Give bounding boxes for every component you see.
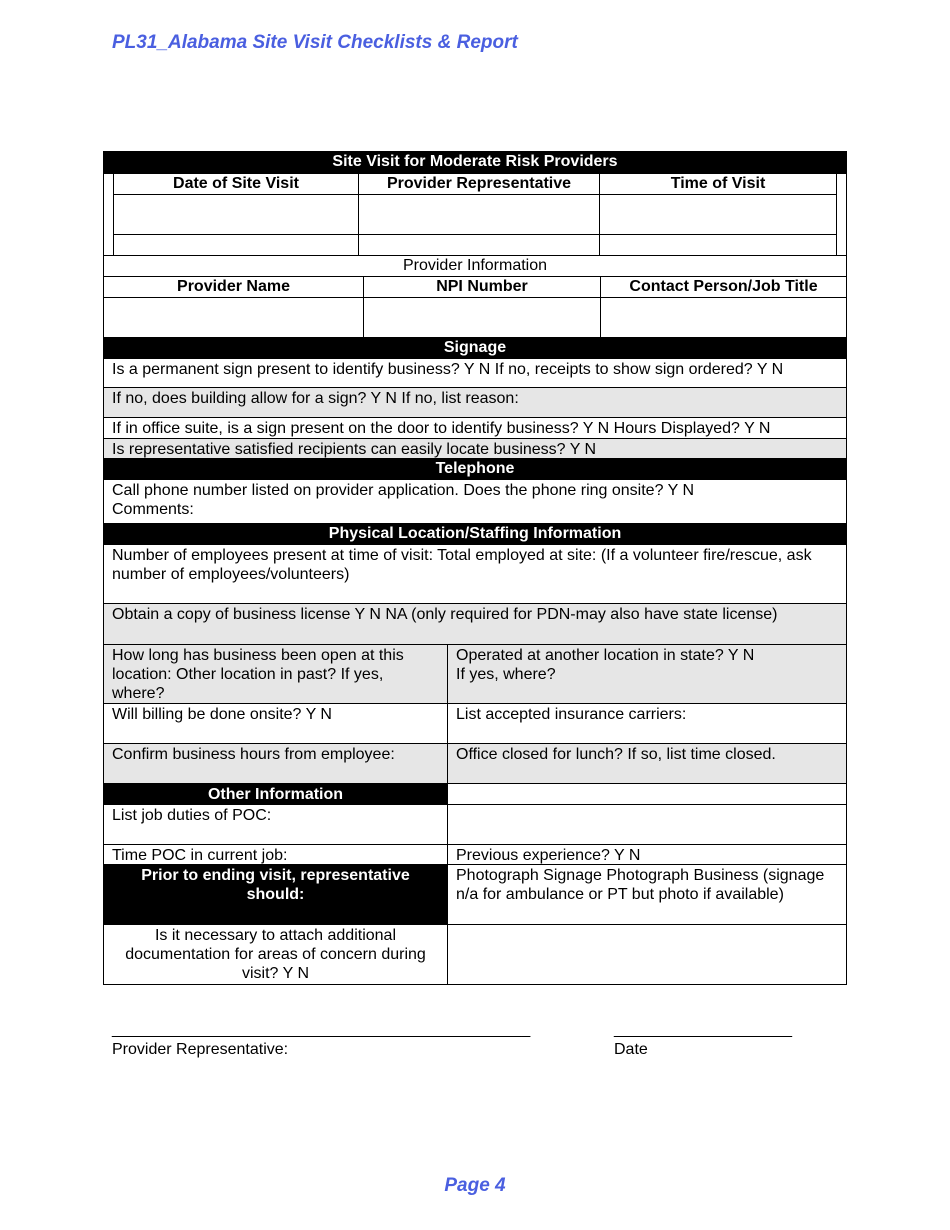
- license-question: [104, 604, 846, 645]
- hours-row: [104, 744, 846, 784]
- visit-header-row: [114, 174, 836, 195]
- contact-person-header: Contact Person/Job Title: [629, 278, 818, 295]
- telephone-heading-bar: [104, 459, 846, 480]
- attach-docs-text: Is it necessary to attach additional documentation for areas of concern during visit? Y N: [104, 925, 448, 984]
- prior-ending-heading: Prior to ending visit, representative should:: [104, 865, 448, 924]
- contact-person-field[interactable]: [601, 298, 846, 337]
- signage-question-3: [104, 418, 846, 439]
- telephone-heading: Telephone: [435, 460, 515, 477]
- provider-rep-signature-line[interactable]: _______________________________________________: [112, 1021, 531, 1038]
- time-poc-text: Time POC in current job:: [104, 845, 448, 864]
- other-info-heading: Other Information: [104, 784, 448, 804]
- provider-info-label-row: [104, 256, 846, 277]
- signage-heading: Signage: [443, 339, 507, 356]
- date-of-visit-header: Date of Site Visit: [114, 174, 359, 194]
- provider-name-header: Provider Name: [104, 277, 364, 297]
- npi-number-field[interactable]: [364, 298, 601, 337]
- poc-duties-row: [104, 805, 846, 845]
- telephone-comments-label: Comments:: [112, 501, 194, 518]
- billing-row: [104, 704, 846, 744]
- date-signature-line[interactable]: ____________________: [614, 1021, 792, 1038]
- signage-question-4: [104, 439, 846, 459]
- form-title-bar: [104, 152, 846, 174]
- attach-docs-row: [104, 925, 846, 984]
- provider-header-row: [104, 277, 846, 298]
- physical-heading-bar: [104, 524, 846, 545]
- how-long-open-text: How long has business been open at this location: Other location in past? If yes, where?: [104, 645, 448, 703]
- date-of-visit-field[interactable]: [114, 195, 359, 234]
- signage-heading-bar: [104, 338, 846, 359]
- location-row: [104, 645, 846, 704]
- license-text: Obtain a copy of business license Y N NA (only required for PDN-may also have state license): [112, 606, 778, 623]
- provider-entry-row: [104, 298, 846, 338]
- date-signature-label: Date: [614, 1041, 648, 1058]
- employees-question: [104, 545, 846, 604]
- visit-extra-row: [114, 235, 836, 255]
- provider-rep-header: Provider Representative: [359, 174, 600, 194]
- other-info-blank: [448, 784, 846, 804]
- other-location-text: Operated at another location in state? Y N If yes, where?: [456, 647, 755, 683]
- telephone-question: [104, 480, 846, 524]
- physical-heading: Physical Location/Staffing Information: [328, 525, 622, 542]
- visit-details-table: [113, 174, 837, 255]
- site-visit-form: [103, 151, 847, 985]
- signage-q2-text: If no, does building allow for a sign? Y N If no, list reason:: [112, 390, 519, 407]
- poc-duties-text: List job duties of POC:: [104, 805, 448, 844]
- poc-time-row: [104, 845, 846, 865]
- time-of-visit-field-2[interactable]: [600, 235, 836, 255]
- time-of-visit-header: Time of Visit: [670, 175, 766, 192]
- poc-duties-blank: [448, 805, 846, 844]
- provider-rep-signature: [112, 1021, 530, 1059]
- visit-entry-row: [114, 195, 836, 235]
- date-signature: [614, 1021, 792, 1059]
- visit-details-section: [104, 174, 846, 256]
- business-hours-text: Confirm business hours from employee:: [104, 744, 448, 783]
- insurance-carriers-text: List accepted insurance carriers:: [456, 706, 687, 723]
- form-title: Site Visit for Moderate Risk Providers: [332, 153, 618, 170]
- billing-onsite-text: Will billing be done onsite? Y N: [104, 704, 448, 743]
- provider-rep-field[interactable]: [359, 195, 600, 234]
- previous-experience-text: Previous experience? Y N: [456, 847, 641, 864]
- document-header-title: PL31_Alabama Site Visit Checklists & Report: [112, 32, 518, 53]
- other-info-heading-row: [104, 784, 846, 805]
- provider-name-field[interactable]: [104, 298, 364, 337]
- signage-question-1: [104, 359, 846, 388]
- signage-q1-text: Is a permanent sign present to identify business? Y N If no, receipts to show sign ordered? Y N: [112, 361, 784, 378]
- npi-number-header: NPI Number: [364, 277, 601, 297]
- page-number: Page 4: [444, 1175, 506, 1196]
- time-of-visit-field[interactable]: [600, 195, 836, 234]
- date-of-visit-field-2[interactable]: [114, 235, 359, 255]
- provider-rep-signature-label: Provider Representative:: [112, 1041, 289, 1058]
- signage-question-2: [104, 388, 846, 418]
- attach-docs-blank: [448, 925, 846, 984]
- signage-q3-text: If in office suite, is a sign present on the door to identify business? Y N Hours Displayed? Y N: [112, 420, 771, 437]
- lunch-closed-text: Office closed for lunch? If so, list time closed.: [456, 746, 776, 763]
- provider-info-label: Provider Information: [402, 257, 548, 274]
- provider-rep-field-2[interactable]: [359, 235, 600, 255]
- signage-q4-text: Is representative satisfied recipients can easily locate business? Y N: [112, 441, 597, 458]
- telephone-q1-text: Call phone number listed on provider application. Does the phone ring onsite? Y N: [112, 482, 694, 499]
- prior-ending-row: [104, 865, 846, 925]
- employees-text: Number of employees present at time of visit: Total employed at site: (If a volunteer fire/rescue, ask number of employees/volunteers): [112, 547, 812, 583]
- photograph-text: Photograph Signage Photograph Business (signage n/a for ambulance or PT but photo if available): [456, 867, 825, 903]
